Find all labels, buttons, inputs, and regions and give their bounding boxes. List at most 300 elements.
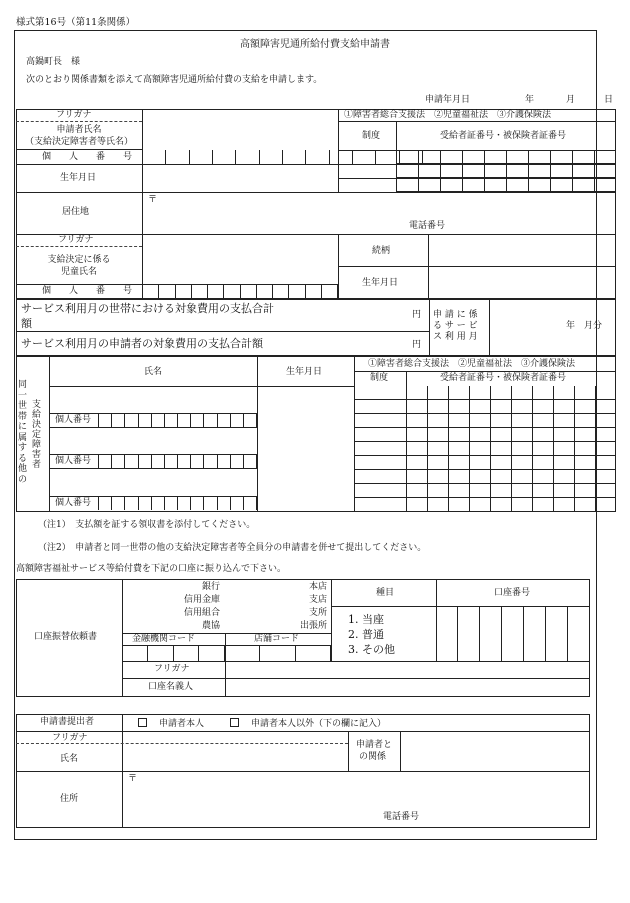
system-legend: ①障害者総合支援法 ②児童福祉法 ③介護保険法 [344, 110, 552, 120]
relation-to-applicant-field[interactable] [401, 732, 589, 771]
cert-digit-cell[interactable] [490, 498, 511, 511]
cert-digit-cell[interactable] [406, 400, 427, 413]
cert-digit-cell[interactable] [490, 414, 511, 427]
child-name-sub-label: 児童氏名 [60, 267, 97, 277]
cert-row [354, 498, 616, 512]
account-kind-option[interactable]: 3. その他 [348, 643, 395, 656]
cert-digit-cell[interactable] [532, 456, 553, 469]
form-number: 様式第16号（第11条関係） [16, 17, 136, 28]
digit-box[interactable] [283, 150, 306, 164]
cert-digit-cell[interactable] [511, 498, 532, 511]
digit-box[interactable] [225, 645, 260, 661]
digit-box[interactable] [208, 284, 224, 299]
cert-digit-cell[interactable] [594, 178, 616, 191]
cert-digit-cell[interactable] [469, 498, 490, 511]
cert-digit-cell[interactable] [462, 164, 484, 177]
cert-digit-cell[interactable] [553, 456, 574, 469]
note-2: （注2） 申請者と同一世帯の他の支給決定障害者等全員分の申請書を併せて提出してください。 [38, 543, 427, 553]
digit-box[interactable] [480, 606, 502, 661]
applicant-dob-field[interactable] [143, 164, 338, 192]
digit-box[interactable] [218, 413, 231, 427]
member-personal-number-label: 個人番号 [55, 498, 92, 508]
digit-box[interactable] [273, 284, 289, 299]
cert-digit-cell[interactable] [550, 178, 572, 191]
bank-section-label: 口座振替依頼書 [34, 632, 98, 642]
addressee: 高鍋町長 様 [26, 57, 81, 67]
branch-type-option[interactable]: 本店 [308, 582, 327, 592]
cert-digit-cell[interactable] [553, 470, 574, 483]
digit-box[interactable] [165, 413, 178, 427]
digit-box[interactable] [174, 645, 200, 661]
digit-box[interactable] [260, 645, 295, 661]
postal-mark: 〒 [148, 195, 158, 205]
digit-box[interactable] [139, 454, 152, 468]
cert-digit-cell[interactable] [469, 484, 490, 497]
cert-digit-cell[interactable] [511, 470, 532, 483]
cert-digit-cell[interactable] [595, 456, 616, 469]
child-personal-number-label: 個 人 番 号 [42, 286, 133, 296]
cert-digit-cell[interactable] [511, 442, 532, 455]
cert-digit-cell[interactable] [595, 386, 616, 399]
household-cert-grid[interactable] [354, 386, 616, 512]
account-kind-label: 種目 [376, 588, 395, 598]
digit-box[interactable] [152, 454, 165, 468]
branch-name-field[interactable] [226, 580, 286, 633]
member-name-field[interactable] [50, 469, 256, 495]
cert-digit-cell[interactable] [448, 400, 469, 413]
cert-digit-cell[interactable] [396, 178, 418, 191]
cert-digit-cell[interactable] [490, 456, 511, 469]
digit-box[interactable] [306, 284, 322, 299]
cert-digit-cell[interactable] [448, 470, 469, 483]
digit-box[interactable] [524, 606, 546, 661]
checkbox-self[interactable] [138, 718, 147, 727]
holder-furigana-field[interactable] [226, 662, 589, 678]
cert-digit-cell[interactable] [511, 428, 532, 441]
date-month: 月 [566, 95, 576, 105]
digit-box[interactable] [546, 606, 568, 661]
applicant-name-field[interactable] [143, 110, 338, 150]
digit-box[interactable] [99, 454, 112, 468]
cert-digit-cell[interactable] [440, 150, 462, 163]
member-name-field[interactable] [50, 387, 256, 412]
cert-digit-cell[interactable] [511, 400, 532, 413]
relation-to-applicant-label: 申請者と [356, 740, 393, 750]
submitter-label: 申請書提出者 [40, 717, 95, 727]
cert-digit-cell[interactable] [574, 400, 595, 413]
cert-row [354, 456, 616, 470]
member-personal-number-boxes[interactable] [98, 454, 257, 468]
cert-digit-cell[interactable] [553, 428, 574, 441]
bank-name-field[interactable] [123, 580, 223, 633]
submitter-name-field[interactable] [123, 732, 347, 771]
cert-digit-cell[interactable] [532, 442, 553, 455]
digit-box[interactable] [125, 454, 138, 468]
cert-digit-cell[interactable] [595, 470, 616, 483]
cert-digit-cell[interactable] [448, 442, 469, 455]
submitter-option-self[interactable] [138, 718, 204, 729]
cert-digit-cell[interactable] [574, 498, 595, 511]
cert-digit-cell[interactable] [532, 498, 553, 511]
digit-box[interactable] [112, 454, 125, 468]
submitter-address-field[interactable] [123, 772, 589, 827]
checkbox-other[interactable] [230, 718, 239, 727]
date-year: 年 [525, 95, 535, 105]
cert-digit-cell[interactable] [406, 386, 427, 399]
option-other-label: 申請者本人以外（下の欄に記入） [251, 719, 387, 729]
member-personal-number-boxes[interactable] [98, 413, 257, 427]
member-personal-number-boxes[interactable] [98, 496, 257, 510]
cert-digit-cell[interactable] [484, 178, 506, 191]
digit-box[interactable] [191, 496, 204, 510]
bank-type-option[interactable]: 銀行 [201, 582, 220, 592]
cert-digit-cell[interactable] [574, 470, 595, 483]
form-title: 高額障害児通所給付費支給申請書 [240, 39, 390, 50]
child-name-field[interactable] [143, 235, 338, 284]
household-system-legend: ①障害者総合支援法 ②児童福祉法 ③介護保険法 [368, 359, 576, 369]
submitter-postal-mark: 〒 [128, 774, 138, 784]
cert-digit-cell[interactable] [469, 386, 490, 399]
cert-digit-cell[interactable] [574, 442, 595, 455]
cert-digit-cell[interactable] [511, 414, 532, 427]
digit-box[interactable] [99, 496, 112, 510]
digit-box[interactable] [190, 150, 213, 164]
digit-box[interactable] [213, 150, 236, 164]
cert-digit-cell[interactable] [594, 164, 616, 177]
cert-digit-cell[interactable] [406, 428, 427, 441]
cert-row [354, 428, 616, 442]
relation-to-applicant-label-2: の関係 [359, 752, 387, 762]
account-holder-label: 口座名義人 [148, 682, 194, 692]
digit-box[interactable] [231, 454, 244, 468]
cert-digit-cell[interactable] [427, 414, 448, 427]
digit-box[interactable] [99, 413, 112, 427]
digit-box[interactable] [322, 284, 338, 299]
bank-type-option[interactable]: 信用組合 [183, 608, 220, 618]
cert-digit-cell[interactable] [462, 178, 484, 191]
submitter-phone-label: 電話番号 [383, 812, 420, 822]
digit-box[interactable] [218, 454, 231, 468]
applicant-personal-number-label: 個 人 番 号 [42, 152, 133, 162]
cert-row [396, 164, 616, 178]
cert-digit-cell[interactable] [553, 414, 574, 427]
digit-box[interactable] [139, 413, 152, 427]
cert-col-label: 受給者証番号・被保険者証番号 [440, 131, 567, 141]
cert-digit-cell[interactable] [418, 164, 440, 177]
member-name-field[interactable] [50, 428, 256, 453]
account-kind-options[interactable] [348, 612, 395, 657]
digit-box[interactable] [231, 413, 244, 427]
digit-box[interactable] [244, 413, 257, 427]
digit-box[interactable] [306, 150, 329, 164]
cert-digit-cell[interactable] [448, 428, 469, 441]
submitter-furigana-label: フリガナ [52, 733, 88, 743]
date-label: 申請年月日 [425, 95, 471, 105]
digit-box[interactable] [236, 150, 259, 164]
cert-digit-cell[interactable] [427, 456, 448, 469]
cert-digit-cell[interactable] [490, 428, 511, 441]
digit-box[interactable] [244, 496, 257, 510]
applicant-dob-label: 生年月日 [60, 173, 97, 183]
cert-digit-cell[interactable] [532, 470, 553, 483]
digit-box[interactable] [244, 454, 257, 468]
digit-box[interactable] [112, 496, 125, 510]
cert-digit-cell[interactable] [418, 178, 440, 191]
cert-digit-cell[interactable] [550, 150, 572, 163]
cert-row [396, 178, 616, 192]
cert-digit-cell[interactable] [506, 150, 528, 163]
cert-digit-cell[interactable] [448, 414, 469, 427]
applicant-name-sub-label: （支給決定障害者等氏名） [24, 137, 133, 147]
digit-box[interactable] [165, 454, 178, 468]
cert-digit-cell[interactable] [406, 484, 427, 497]
cert-row [354, 414, 616, 428]
branch-type-option[interactable]: 支所 [308, 608, 327, 618]
cert-digit-cell[interactable] [469, 414, 490, 427]
cert-digit-cell[interactable] [462, 150, 484, 163]
date-day: 日 [604, 95, 614, 105]
digit-box[interactable] [125, 496, 138, 510]
cert-digit-cell[interactable] [406, 442, 427, 455]
household-dob-col: 生年月日 [286, 367, 323, 377]
service-month-field[interactable] [490, 300, 560, 356]
digit-box[interactable] [178, 413, 191, 427]
address-field[interactable] [143, 193, 616, 234]
cert-digit-cell[interactable] [574, 414, 595, 427]
digit-box[interactable] [152, 496, 165, 510]
service-month-label-2: る サ ー ビ [433, 321, 478, 331]
cert-digit-cell[interactable] [427, 400, 448, 413]
cert-digit-cell[interactable] [406, 456, 427, 469]
cert-digit-cell[interactable] [469, 470, 490, 483]
cert-digit-cell[interactable] [532, 400, 553, 413]
digit-box[interactable] [204, 496, 217, 510]
household-side-label: 同一世帯に属する他の [18, 380, 28, 485]
applicant-personal-number-boxes[interactable] [143, 150, 423, 164]
account-kind-option[interactable]: 2. 普通 [348, 628, 384, 641]
yen-unit-2: 円 [412, 340, 422, 350]
branch-type-option[interactable]: 支店 [308, 595, 327, 605]
household-cost-label: サービス利用月の世帯における対象費用の支払合計 [21, 302, 274, 315]
digit-box[interactable] [191, 454, 204, 468]
cert-digit-cell[interactable] [427, 470, 448, 483]
household-system-col: 制度 [370, 373, 389, 383]
cert-digit-cell[interactable] [440, 178, 462, 191]
bank-intro: 高額障害福祉サービス等給付費を下記の口座に振り込んで下さい。 [16, 564, 287, 574]
digit-box[interactable] [178, 454, 191, 468]
cert-digit-cell[interactable] [532, 428, 553, 441]
cert-digit-cell[interactable] [406, 470, 427, 483]
cert-digit-cell[interactable] [448, 386, 469, 399]
cert-digit-cell[interactable] [595, 484, 616, 497]
cert-digit-cell[interactable] [511, 386, 532, 399]
digit-box[interactable] [148, 645, 174, 661]
digit-box[interactable] [224, 284, 240, 299]
digit-box[interactable] [139, 496, 152, 510]
cert-row [354, 386, 616, 400]
cert-digit-cell[interactable] [528, 178, 550, 191]
child-dob-field[interactable] [429, 267, 616, 299]
child-name-label: 支給決定に係る [47, 255, 111, 265]
cert-digit-cell[interactable] [406, 498, 427, 511]
cert-digit-cell[interactable] [574, 456, 595, 469]
cert-digit-cell[interactable] [594, 150, 616, 163]
digit-box[interactable] [192, 284, 208, 299]
relation-field[interactable] [429, 235, 616, 266]
cert-digit-cell[interactable] [469, 442, 490, 455]
cert-digit-cell[interactable] [440, 164, 462, 177]
cert-digit-cell[interactable] [490, 442, 511, 455]
cert-digit-cell[interactable] [528, 164, 550, 177]
submitter-name-label: 氏名 [60, 754, 79, 764]
cert-digit-cell[interactable] [406, 414, 427, 427]
child-personal-number-boxes[interactable] [143, 284, 338, 299]
cert-digit-cell[interactable] [595, 498, 616, 511]
cert-digit-cell[interactable] [553, 498, 574, 511]
cert-digit-cell[interactable] [511, 484, 532, 497]
cert-row [354, 470, 616, 484]
household-cost-label-2: 額 [21, 317, 32, 330]
applicant-cost-label: サービス利用月の申請者の対象費用の支払合計額 [21, 337, 263, 350]
cert-digit-cell[interactable] [448, 456, 469, 469]
branch-code-boxes[interactable] [225, 645, 331, 661]
digit-box[interactable] [231, 496, 244, 510]
cert-digit-cell[interactable] [532, 414, 553, 427]
cert-digit-cell[interactable] [506, 178, 528, 191]
digit-box[interactable] [502, 606, 524, 661]
digit-box[interactable] [166, 150, 189, 164]
cert-digit-cell[interactable] [553, 484, 574, 497]
digit-box[interactable] [125, 413, 138, 427]
relation-label: 続柄 [372, 246, 391, 256]
cert-digit-cell[interactable] [553, 400, 574, 413]
cert-digit-cell[interactable] [532, 386, 553, 399]
cert-digit-cell[interactable] [427, 386, 448, 399]
digit-box[interactable] [353, 150, 376, 164]
cert-digit-cell[interactable] [553, 386, 574, 399]
cert-digit-cell[interactable] [469, 456, 490, 469]
intro-text: 次のとおり関係書類を添えて高額障害児通所給付費の支給を申請します。 [26, 75, 323, 85]
submitter-option-other[interactable] [230, 718, 386, 729]
cert-digit-cell[interactable] [506, 164, 528, 177]
address-label: 居住地 [62, 207, 90, 217]
digit-box[interactable] [260, 150, 283, 164]
digit-box[interactable] [330, 150, 353, 164]
digit-box[interactable] [176, 284, 192, 299]
account-number-boxes[interactable] [436, 606, 590, 661]
cert-digit-cell[interactable] [427, 428, 448, 441]
cert-digit-cell[interactable] [574, 386, 595, 399]
bank-type-option[interactable]: 信用金庫 [183, 595, 220, 605]
applicant-furigana-label: フリガナ [56, 110, 92, 120]
bank-type-option[interactable]: 農協 [201, 621, 220, 631]
cert-digit-cell[interactable] [490, 400, 511, 413]
cert-digit-cell[interactable] [574, 428, 595, 441]
cert-digit-cell[interactable] [396, 150, 418, 163]
cert-digit-cell[interactable] [469, 400, 490, 413]
cert-digit-cell[interactable] [532, 484, 553, 497]
cert-digit-cell[interactable] [490, 484, 511, 497]
cert-digit-cell[interactable] [490, 470, 511, 483]
household-cert-col: 受給者証番号・被保険者証番号 [440, 373, 567, 383]
cert-digit-cell[interactable] [469, 428, 490, 441]
digit-box[interactable] [458, 606, 480, 661]
cert-digit-cell[interactable] [448, 484, 469, 497]
digit-box[interactable] [568, 606, 590, 661]
digit-box[interactable] [178, 496, 191, 510]
cert-digit-cell[interactable] [427, 442, 448, 455]
phone-label: 電話番号 [409, 221, 446, 231]
account-kind-option[interactable]: 1. 当座 [348, 613, 384, 626]
child-furigana-label: フリガナ [58, 235, 94, 245]
cert-digit-cell[interactable] [396, 164, 418, 177]
digit-box[interactable] [296, 645, 331, 661]
cert-row [354, 400, 616, 414]
digit-box[interactable] [143, 284, 159, 299]
digit-box[interactable] [152, 413, 165, 427]
cert-digit-cell[interactable] [572, 150, 594, 163]
digit-box[interactable] [204, 454, 217, 468]
cert-digit-cell[interactable] [595, 400, 616, 413]
digit-box[interactable] [204, 413, 217, 427]
household-side-label-2: 支給決定障害者 [32, 400, 42, 470]
bank-code-boxes[interactable] [122, 645, 225, 661]
digit-box[interactable] [241, 284, 257, 299]
cert-row [354, 484, 616, 498]
digit-box[interactable] [436, 606, 458, 661]
cert-digit-cell[interactable] [484, 150, 506, 163]
cert-digit-cell[interactable] [572, 164, 594, 177]
digit-box[interactable] [257, 284, 273, 299]
digit-box[interactable] [199, 645, 225, 661]
cert-digit-cell[interactable] [418, 150, 440, 163]
cert-digit-cell[interactable] [448, 498, 469, 511]
bank-code-label: 金融機関コード [132, 634, 196, 644]
cert-digit-cell[interactable] [553, 442, 574, 455]
digit-box[interactable] [191, 413, 204, 427]
child-dob-label: 生年月日 [362, 278, 399, 288]
cert-digit-cell[interactable] [528, 150, 550, 163]
household-cost-amount[interactable] [290, 300, 410, 330]
digit-box[interactable] [112, 413, 125, 427]
cert-digit-cell[interactable] [484, 164, 506, 177]
digit-box[interactable] [289, 284, 305, 299]
cert-digit-cell[interactable] [550, 164, 572, 177]
cert-digit-cell[interactable] [490, 386, 511, 399]
digit-box[interactable] [143, 150, 166, 164]
cert-digit-cell[interactable] [572, 178, 594, 191]
applicant-cost-amount[interactable] [290, 332, 410, 356]
cert-digit-cell[interactable] [595, 414, 616, 427]
branch-type-option[interactable]: 出張所 [299, 621, 327, 631]
digit-box[interactable] [122, 645, 148, 661]
service-month-label-1: 申 請 に 係 [433, 310, 478, 320]
account-holder-field[interactable] [226, 679, 589, 696]
cert-digit-cell[interactable] [595, 428, 616, 441]
yen-unit-1: 円 [412, 310, 422, 320]
cert-digit-cell[interactable] [427, 498, 448, 511]
applicant-cert-grid[interactable] [396, 150, 616, 192]
digit-box[interactable] [159, 284, 175, 299]
digit-box[interactable] [218, 496, 231, 510]
service-year-month: 年 月分 [566, 321, 603, 331]
cert-digit-cell[interactable] [595, 442, 616, 455]
service-month-label-3: ス 利 用 月 [433, 332, 478, 342]
cert-digit-cell[interactable] [427, 484, 448, 497]
cert-digit-cell[interactable] [511, 456, 532, 469]
cert-digit-cell[interactable] [574, 484, 595, 497]
digit-box[interactable] [165, 496, 178, 510]
